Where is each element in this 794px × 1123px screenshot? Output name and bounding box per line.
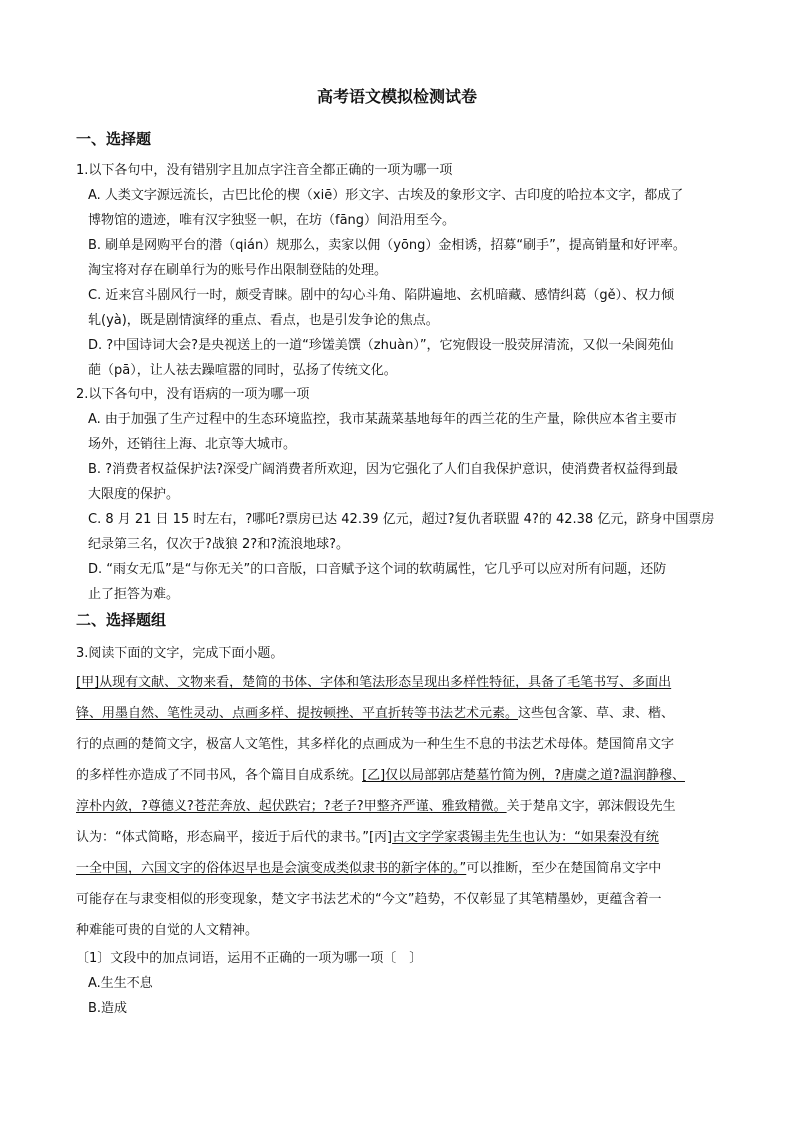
question-1-option-c-cont: 轧(yà)，既是剧情演绎的重点、看点，也是引发争论的焦点。 [88,313,439,328]
sub-question-1-option-b: B.造成 [88,1001,128,1016]
question-1-option-a: A. 人类文字源远流长，古巴比伦的楔（xiē）形文字、古埃及的象形文字、古印度的哈拉本文字，都成了 [88,188,684,203]
passage-line-9 [76,922,258,940]
question-1-option-a-cont: 博物馆的遗迹，唯有汉字独竖一帜，在坊（fāng）间沿用至今。 [88,213,456,228]
question-1-option-d: D. ?中国诗词大会?是央视送上的一道“珍馐美馔（zhuàn）”，它宛假设一股荧屏清流，又似一朵阆苑仙 [88,338,674,353]
section-heading-group: 二、选择题组 [76,611,167,629]
page-title: 高考语文模拟检测试卷 [316,87,477,106]
passage-underlined-bing: 古文字学家裘锡圭先生也认为：“如果秦没有统 [392,830,659,845]
passage-text: 关于楚帛文字，郭沫假设先生 [506,799,676,814]
sub-question-1: 〔1〕文段中的加点词语，运用不正确的一项为哪一项〔 〕 [76,951,423,966]
question-2-option-c: C. 8 月 21 日 15 时左右，?哪吒?票房已达 42.39 亿元，超过?复仇者联盟 4?的 42.38 亿元，跻身中国票房 [88,512,715,527]
passage-line-5 [76,798,676,816]
passage-line-4 [76,767,685,785]
question-2-option-a-cont: 场外，还销往上海、北京等大城市。 [88,437,297,452]
passage-text: 的多样性亦造成了不同书风，各个篇目自成系统。 [76,768,363,783]
passage-underlined-jia-cont: 锋、用墨自然、笔性灵动、点画多样、提按顿挫、平直折转等书法艺术元素。 [76,706,519,721]
passage-text: 可能存在与隶变相似的形变现象，楚文字书法艺术的“今文”趋势，不仅彰显了其笔精墨妙，更蕴含着一 [76,892,662,907]
question-1-option-d-cont: 葩（pā），让人祛去躁喧嚣的同时，弘扬了传统文化。 [88,363,397,378]
question-2-option-b-cont: 大限度的保护。 [88,487,180,502]
question-2-option-d-cont: 止了拒答为难。 [88,587,180,602]
passage-line-6 [76,829,659,847]
passage-text: 行的点画的楚简文字，极富人文笔性，其多样化的点画成为一种生生不息的书法艺术母体。楚国简帛文字 [76,737,675,752]
question-3-stem: 3.阅读下面的文字，完成下面小题。 [76,646,284,661]
question-2-option-d: D. “雨女无瓜”是“与你无关”的口音版，口音赋予这个词的软萌属性，它几乎可以应对所有问题，还防 [88,562,667,577]
sub-question-1-option-a: A.生生不息 [88,976,153,991]
passage-text: 可以推断，至少在楚国简帛文字中 [466,861,662,876]
passage-underlined-yi: [乙]仅以局部郭店楚墓竹简为例，?唐虞之道?温润静穆、 [362,768,685,783]
passage-text: 这些包含篆、草、隶、楷、 [518,706,675,721]
section-heading-choice: 一、选择题 [76,130,152,148]
passage-text: 种难能可贵的自觉的人文精神。 [76,923,259,938]
passage-underlined-jia: [甲]从现有文献、文物来看，楚简的书体、字体和笔法形态呈现出多样性特征，具备了毛笔书写、多面出 [76,675,672,690]
question-1-stem: 1.以下各句中，没有错别字且加点字注音全都正确的一项为哪一项 [76,163,453,178]
passage-underlined-bing-cont: 一全中国，六国文字的俗体迟早也是会演变成类似隶书的新字体的。” [76,861,467,876]
passage-line-7 [76,860,661,878]
passage-text: 认为：“体式简略，形态扁平，接近于后代的隶书。”[丙] [76,830,393,845]
question-2-option-b: B. ?消费者权益保护法?深受广阔消费者所欢迎，因为它强化了人们自我保护意识，使消费者权益得到最 [88,462,678,477]
passage-line-8 [76,891,661,909]
passage-line-3 [76,736,674,754]
question-1-option-c: C. 近来宫斗剧风行一时，颇受青睐。剧中的勾心斗角、陷阱遍地、玄机暗藏、感情纠葛（gě）、权力倾 [88,288,675,303]
question-2-stem: 2.以下各句中，没有语病的一项为哪一项 [76,387,310,402]
passage-line-1 [76,674,671,692]
question-2-option-c-cont: 纪录第三名，仅次于?战狼 2?和?流浪地球?。 [88,537,350,552]
passage-underlined-yi-cont: 淳朴内敛，?尊德义?苍茫奔放、起伏跌宕；?老子?甲整齐严谨、雅致精微。 [76,799,507,814]
question-1-option-b-cont: 淘宝将对存在刷单行为的账号作出限制登陆的处理。 [88,263,388,278]
question-1-option-b: B. 刷单是网购平台的潜（qián）规那么，卖家以佣（yōng）金相诱，招募“刷手”，提高销量和好评率。 [88,238,686,253]
passage-line-2 [76,705,674,723]
question-2-option-a: A. 由于加强了生产过程中的生态环境监控，我市某蔬菜基地每年的西兰花的生产量，除供应本省主要市 [88,412,677,427]
